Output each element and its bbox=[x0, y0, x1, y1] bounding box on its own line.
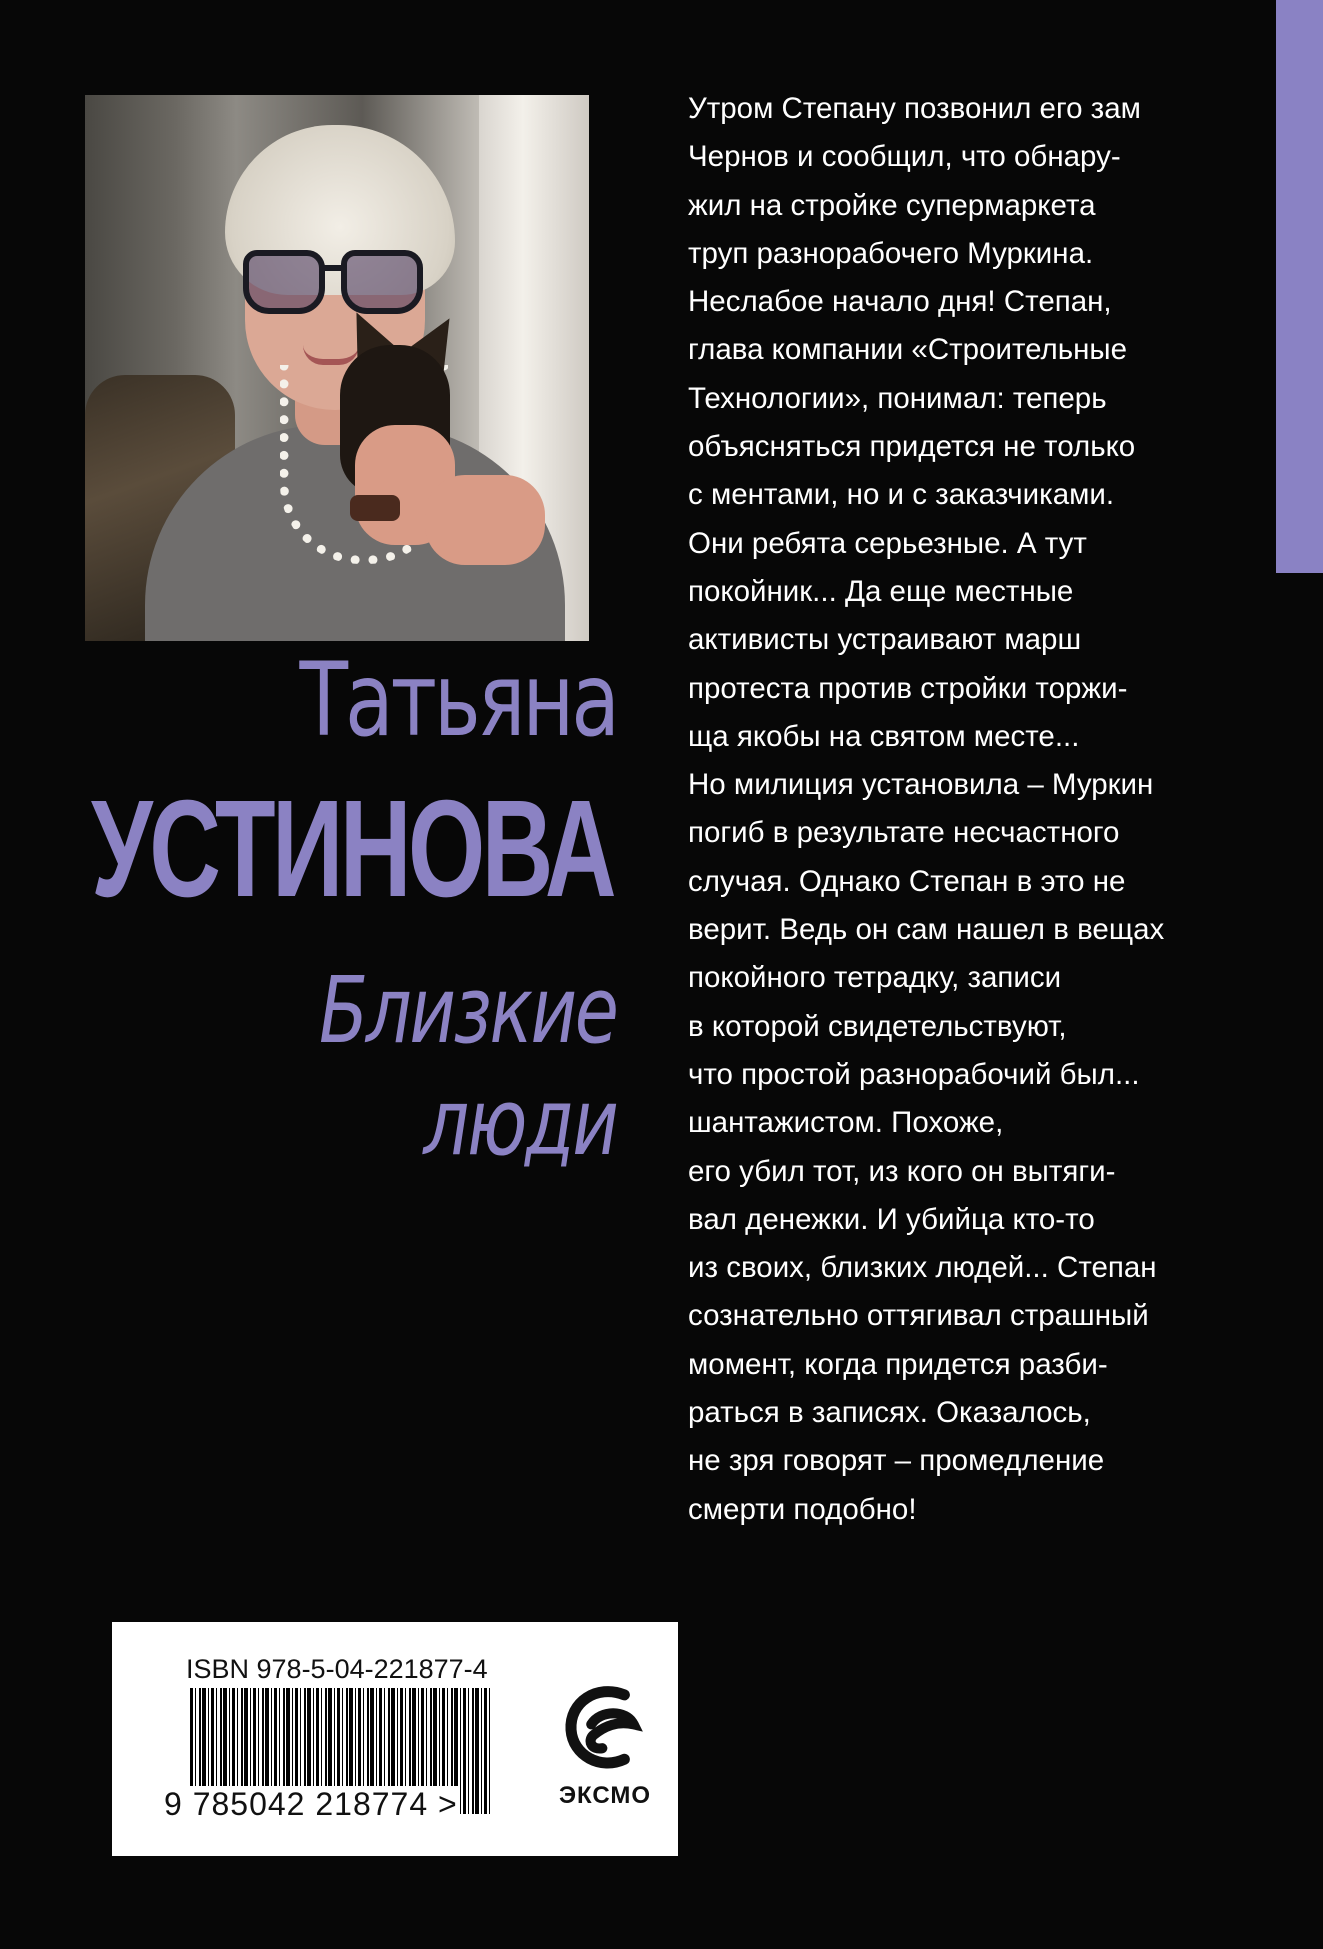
annotation-line: из своих, близких людей... Степан bbox=[688, 1251, 1157, 1285]
annotation-line: Чернов и сообщил, что обнару- bbox=[688, 140, 1121, 174]
annotation-line: Утром Степану позвонил его зам bbox=[688, 92, 1141, 125]
annotation-line: верит. Ведь он сам нашел в вещах bbox=[688, 913, 1165, 947]
annotation-line: труп разнорабочего Муркина. bbox=[688, 236, 1094, 270]
annotation-line: что простой разнорабочий был... bbox=[688, 1057, 1140, 1091]
annotation-line: его убил тот, из кого он вытяги- bbox=[688, 1154, 1116, 1188]
barcode-block bbox=[112, 1622, 678, 1856]
annotation-line: момент, когда придется разби- bbox=[688, 1347, 1108, 1381]
isbn-label: ISBN 978-5-04-221877-4 bbox=[186, 1654, 488, 1684]
author-last-name: УСТИНОВА bbox=[91, 772, 613, 926]
annotation-line: Технологии», понимал: теперь bbox=[688, 381, 1107, 415]
annotation-text bbox=[688, 85, 1208, 1534]
annotation-line: покойник... Да еще местные bbox=[688, 574, 1074, 608]
annotation-line: смерти подобно! bbox=[688, 1492, 917, 1526]
annotation-line: протеста против стройки торжи- bbox=[688, 671, 1128, 705]
eksmo-logo-icon bbox=[560, 1682, 652, 1774]
annotation-line: в которой свидетельствуют, bbox=[688, 1009, 1067, 1043]
annotation-line: объясняться придется не только bbox=[688, 430, 1136, 464]
annotation-line: случая. Однако Степан в это не bbox=[688, 864, 1126, 898]
annotation-line: с ментами, но и с заказчиками. bbox=[688, 478, 1115, 512]
barcode-digits: 9 785042 218774 > bbox=[164, 1786, 458, 1822]
book-title-line-2: люди bbox=[423, 1069, 617, 1176]
annotation-line: Они ребята серьезные. А тут bbox=[688, 526, 1087, 560]
annotation-line: сознательно оттягивал страшный bbox=[688, 1299, 1149, 1333]
annotation-line: покойного тетрадку, записи bbox=[688, 961, 1062, 995]
author-photo bbox=[85, 95, 589, 641]
photo-author-hand bbox=[425, 475, 545, 565]
photo-wristwatch bbox=[350, 495, 400, 521]
book-title-line-1: Близкие bbox=[319, 957, 617, 1064]
annotation-line: ща якобы на святом месте... bbox=[688, 719, 1080, 753]
annotation-line: Неслабое начало дня! Степан, bbox=[688, 285, 1112, 319]
annotation-line: Но милиция установила – Муркин bbox=[688, 768, 1154, 802]
photo-glasses-bridge bbox=[321, 265, 347, 271]
annotation-line: раться в записях. Оказалось, bbox=[688, 1396, 1091, 1430]
photo-glasses-left bbox=[243, 250, 325, 314]
photo-glasses-right bbox=[341, 250, 423, 314]
annotation-line: глава компании «Строительные bbox=[688, 333, 1128, 367]
annotation-line: не зря говорят – промедление bbox=[688, 1444, 1105, 1478]
annotation-line: жил на стройке супермаркета bbox=[688, 188, 1096, 222]
annotation-line: активисты устраивают марш bbox=[688, 623, 1082, 657]
book-title bbox=[319, 955, 617, 1179]
annotation-line: шантажистом. Похоже, bbox=[688, 1106, 1004, 1140]
annotation-line: погиб в результате несчастного bbox=[688, 816, 1120, 850]
publisher-name: ЭКСМО bbox=[558, 1782, 652, 1809]
spine-accent-strip bbox=[1276, 0, 1323, 573]
author-first-name: Татьяна bbox=[299, 641, 617, 760]
annotation-line: вал денежки. И убийца кто-то bbox=[688, 1202, 1095, 1236]
